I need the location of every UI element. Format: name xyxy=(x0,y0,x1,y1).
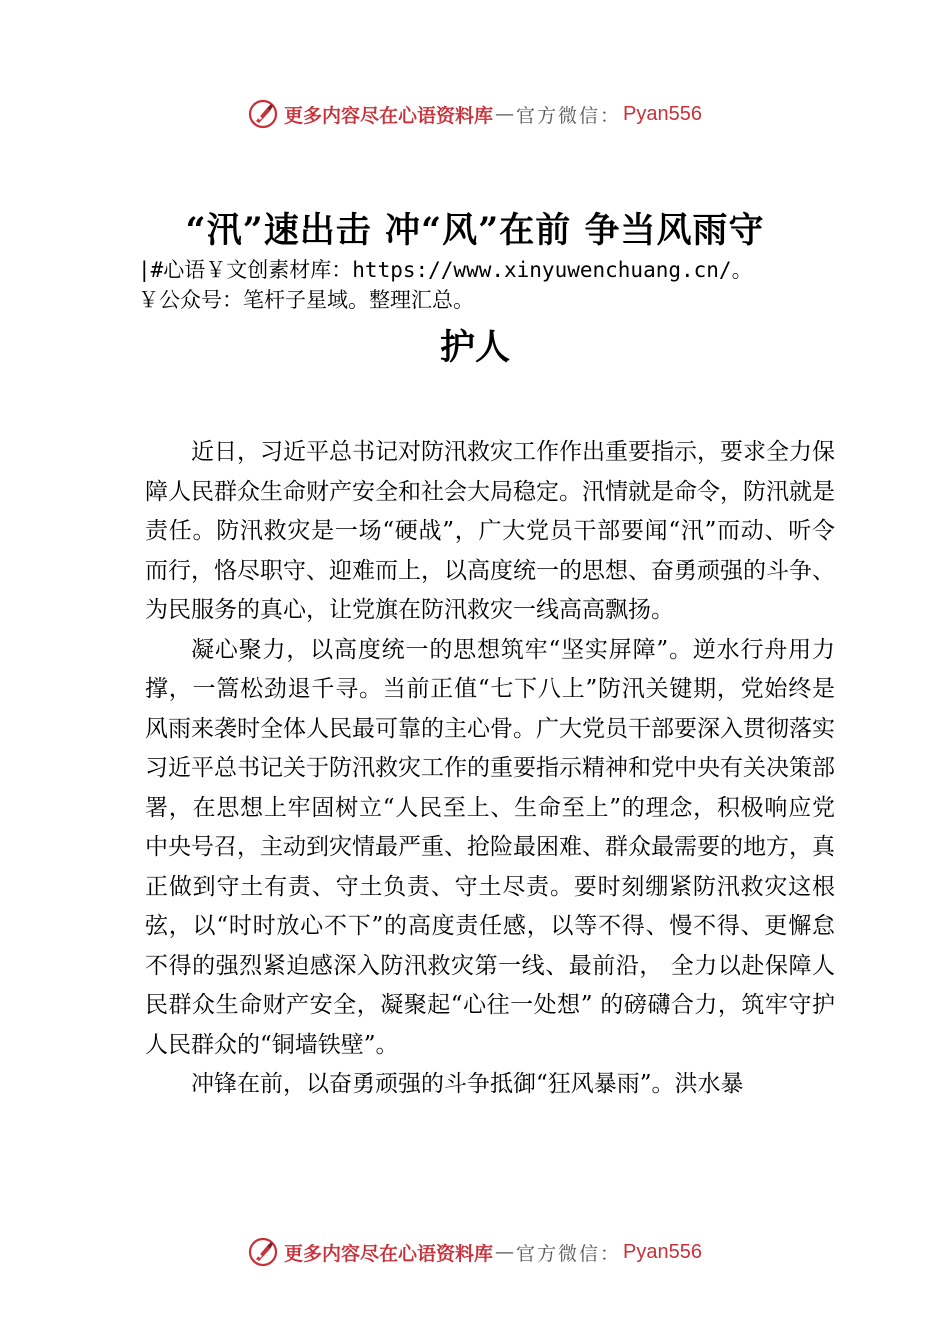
brand-text: 更多内容尽在心语资料库 xyxy=(284,104,494,127)
quill-pen-logo-icon xyxy=(248,99,278,129)
watermark-block xyxy=(138,255,753,315)
body-paragraph: 冲锋在前，以奋勇顽强的斗争抵御“狂风暴雨”。洪水暴 xyxy=(191,1071,744,1097)
wechat-label: 官方微信： xyxy=(516,1242,622,1265)
wechat-label: 官方微信： xyxy=(516,104,622,127)
document-title: “汛”速出击 冲“风”在前 争当风雨守 xyxy=(185,210,765,251)
body-paragraph: 凝心聚力，以高度统一的思想筑牢“坚实屏障”。逆水行舟用力撑，一篙松劲退千寻。当前正值“七下八上”防汛关键期，党始终是风雨来袭时全体人民最可靠的主心骨。广大党员干部要深入贯彻落实习近平总书记关于防汛救灾工作的重要指示精神和党中央有关决策部署，在思想上牢固树立“人民至上、生命至上”的理念，积极响应党中央号召，主动到灾情最严重、抢险最困难、群众最需要的地方，真正做到守土有责、守土负责、守土尽责。要时刻绷紧防汛救灾这根弦，以“时时放心不下”的高度责任感，以等不得、慢不得、更懈怠不得的强烈紧迫感深入防汛救灾第一线、最前沿， 全力以赴保障人民群众生命财产安全，凝聚起“心往一处想” 的磅礴合力，筑牢守护人民群众的“铜墙铁壁”。 xyxy=(145,636,835,1058)
document-title-continued: 护人 xyxy=(439,327,510,368)
quill-pen-logo-icon xyxy=(248,1237,278,1267)
wechat-id: Pyan556 xyxy=(623,102,702,125)
body-paragraph: 近日，习近平总书记对防汛救灾工作作出重要指示，要求全力保障人民群众生命财产安全和社会大局稳定。汛情就是命令，防汛就是责任。防汛救灾是一场“硬战”，广大党员干部要闻“汛”而动、听令而行，恪尽职守、迎难而上，以高度统一的思想、奋勇顽强的斗争、为民服务的真心，让党旗在防汛救灾一线高高飘扬。 xyxy=(145,439,835,623)
document-body xyxy=(145,433,835,1105)
footer-banner xyxy=(0,1232,950,1272)
watermark-line: |#心语￥文创素材库：https://www.xinyuwenchuang.cn/。 xyxy=(138,258,753,282)
header-banner xyxy=(0,94,950,134)
wechat-id: Pyan556 xyxy=(623,1240,702,1263)
brand-text: 更多内容尽在心语资料库 xyxy=(284,1242,494,1265)
banner-dash: — xyxy=(495,103,515,125)
banner-dash: — xyxy=(495,1241,515,1263)
watermark-line: ￥公众号：笔杆子星域。整理汇总。 xyxy=(138,288,474,312)
